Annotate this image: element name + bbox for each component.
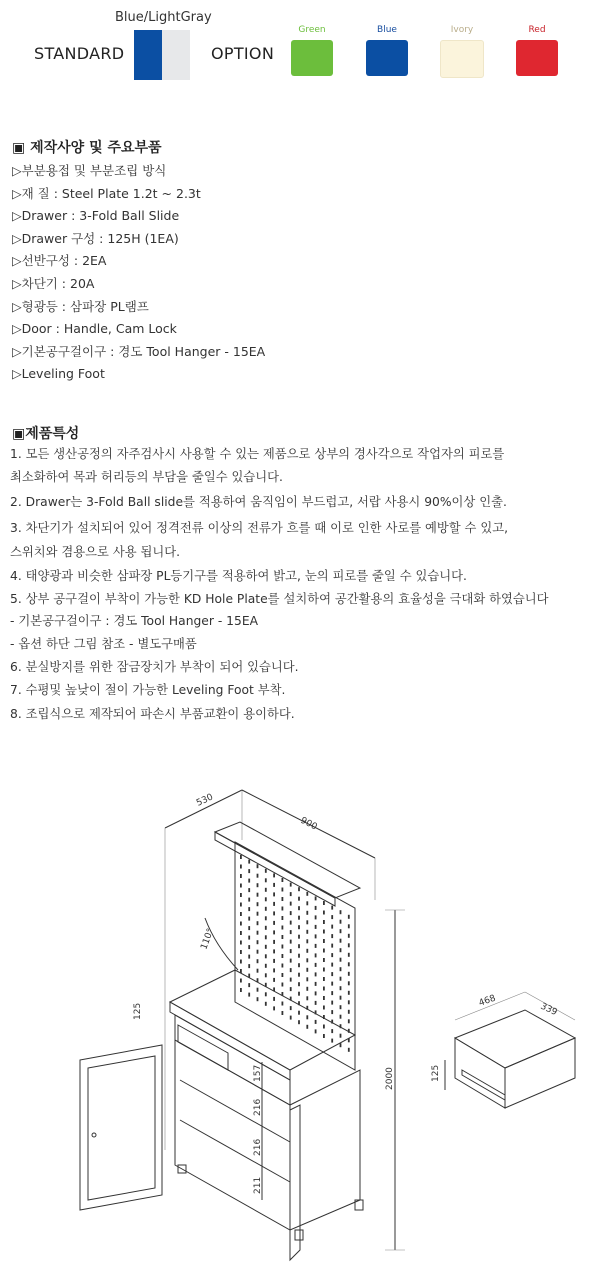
peg-hole: [340, 977, 342, 981]
standard-label: STANDARD: [34, 44, 125, 63]
peg-hole: [273, 968, 275, 972]
peg-hole: [290, 921, 292, 925]
feature-item: 스위치와 겸용으로 사용 됩니다.: [10, 545, 181, 559]
peg-hole: [282, 1011, 284, 1015]
peg-hole: [298, 944, 300, 948]
peg-hole: [340, 1034, 342, 1038]
peg-hole: [315, 972, 317, 976]
peg-hole: [331, 915, 333, 919]
peg-hole: [340, 929, 342, 933]
peg-hole: [315, 953, 317, 957]
standard-swatch-lightgray: [162, 30, 190, 80]
peg-hole: [282, 907, 284, 911]
peg-hole: [273, 911, 275, 915]
peg-hole: [306, 987, 308, 991]
peg-hole: [273, 978, 275, 982]
peg-hole: [298, 1011, 300, 1015]
option-name: Blue: [377, 25, 397, 35]
peg-hole: [340, 1024, 342, 1028]
peg-hole: [290, 949, 292, 953]
peg-hole: [273, 930, 275, 934]
peg-hole: [298, 954, 300, 958]
peg-hole: [248, 936, 250, 940]
peg-hole: [240, 941, 242, 945]
peg-hole: [323, 901, 325, 905]
peg-hole: [290, 883, 292, 887]
peg-hole: [282, 1002, 284, 1006]
peg-hole: [298, 973, 300, 977]
peg-hole: [331, 982, 333, 986]
peg-hole: [265, 945, 267, 949]
peg-hole: [265, 964, 267, 968]
peg-hole: [273, 902, 275, 906]
features-title: ▣제품특성: [12, 426, 80, 442]
peg-hole: [290, 911, 292, 915]
peg-hole: [240, 912, 242, 916]
peg-hole: [273, 883, 275, 887]
standard-swatch-blue: [134, 30, 162, 80]
peg-hole: [315, 1029, 317, 1033]
peg-hole: [315, 991, 317, 995]
peg-hole: [340, 1005, 342, 1009]
peg-hole: [240, 903, 242, 907]
peg-hole: [265, 954, 267, 958]
peg-hole: [340, 986, 342, 990]
peg-hole: [257, 959, 259, 963]
peg-hole: [298, 887, 300, 891]
peg-hole: [331, 1039, 333, 1043]
peg-hole: [248, 926, 250, 930]
peg-hole: [348, 1000, 350, 1004]
peg-hole: [290, 892, 292, 896]
option-swatch: [440, 40, 484, 78]
feature-item: 8. 조립식으로 제작되어 파손시 부품교환이 용이하다.: [10, 707, 295, 721]
peg-hole: [298, 935, 300, 939]
drawer-dim-height: 125: [431, 1064, 441, 1082]
spec-item: ▷기본공구걸이구 : 경도 Tool Hanger - 15EA: [12, 343, 266, 359]
peg-hole: [240, 855, 242, 859]
peg-hole: [273, 873, 275, 877]
peg-hole: [315, 915, 317, 919]
peg-hole: [290, 1006, 292, 1010]
feature-item: 6. 분실방지를 위한 잠금장치가 부착이 되어 있습니다.: [10, 660, 299, 674]
peg-hole: [323, 996, 325, 1000]
option-blue[interactable]: [357, 25, 417, 76]
peg-hole: [248, 964, 250, 968]
spec-item: ▷Drawer 구성 : 125H (1EA): [12, 230, 179, 246]
peg-hole: [331, 1001, 333, 1005]
peg-hole: [306, 958, 308, 962]
peg-hole: [331, 963, 333, 967]
peg-hole: [240, 960, 242, 964]
peg-hole: [331, 906, 333, 910]
spec-item: ▷재 질 : Steel Plate 1.2t ~ 2.3t: [12, 185, 201, 201]
peg-hole: [348, 1019, 350, 1023]
peg-hole: [306, 939, 308, 943]
peg-hole: [290, 997, 292, 1001]
peg-hole: [290, 987, 292, 991]
peg-hole: [323, 1025, 325, 1029]
peg-hole: [331, 944, 333, 948]
dim-shelf-4: 211: [253, 1176, 263, 1194]
peg-hole: [348, 981, 350, 985]
peg-hole: [323, 911, 325, 915]
peg-hole: [323, 987, 325, 991]
standard-color-name: Blue/LightGray: [115, 10, 212, 25]
peg-hole: [298, 916, 300, 920]
peg-hole: [248, 917, 250, 921]
peg-hole: [282, 935, 284, 939]
peg-hole: [257, 912, 259, 916]
peg-hole: [257, 902, 259, 906]
peg-hole: [273, 997, 275, 1001]
peg-hole: [273, 940, 275, 944]
peg-hole: [257, 950, 259, 954]
peg-hole: [240, 922, 242, 926]
peg-hole: [282, 954, 284, 958]
peg-hole: [323, 1015, 325, 1019]
peg-hole: [265, 897, 267, 901]
peg-hole: [282, 983, 284, 987]
option-ivory[interactable]: [432, 25, 492, 78]
option-name: Green: [298, 25, 326, 35]
peg-hole: [265, 907, 267, 911]
peg-hole: [340, 1015, 342, 1019]
peg-hole: [282, 973, 284, 977]
peg-hole: [248, 860, 250, 864]
peg-hole: [290, 930, 292, 934]
feature-item: 최소화하여 목과 허리등의 부담을 줄일수 있습니다.: [10, 470, 283, 484]
peg-hole: [323, 920, 325, 924]
dim-width: 900: [298, 815, 319, 833]
peg-hole: [340, 910, 342, 914]
peg-hole: [265, 973, 267, 977]
peg-hole: [240, 979, 242, 983]
peg-hole: [323, 958, 325, 962]
peg-hole: [282, 992, 284, 996]
dim-height: 2000: [385, 1067, 395, 1090]
peg-hole: [273, 987, 275, 991]
spec-item: ▷Leveling Foot: [12, 366, 105, 382]
peg-hole: [240, 893, 242, 897]
peg-hole: [323, 939, 325, 943]
peg-hole: [298, 897, 300, 901]
peg-hole: [257, 988, 259, 992]
spec-item: ▷Drawer : 3-Fold Ball Slide: [12, 208, 180, 224]
peg-hole: [348, 1029, 350, 1033]
peg-hole: [340, 958, 342, 962]
peg-hole: [306, 1015, 308, 1019]
peg-hole: [298, 963, 300, 967]
peg-hole: [331, 1029, 333, 1033]
standard-swatch: [134, 30, 190, 80]
peg-hole: [331, 934, 333, 938]
peg-hole: [265, 983, 267, 987]
option-swatch: [516, 40, 558, 76]
peg-hole: [315, 944, 317, 948]
option-swatch: [291, 40, 333, 76]
peg-hole: [273, 949, 275, 953]
peg-hole: [240, 874, 242, 878]
peg-hole: [298, 1020, 300, 1024]
peg-hole: [248, 907, 250, 911]
peg-hole: [248, 869, 250, 873]
peg-hole: [240, 950, 242, 954]
peg-hole: [348, 1048, 350, 1052]
peg-hole: [323, 1034, 325, 1038]
peg-hole: [348, 915, 350, 919]
dim-angle: 110°: [199, 927, 217, 952]
dim-shelf-3: 216: [253, 1138, 263, 1156]
peg-hole: [315, 1010, 317, 1014]
peg-hole: [265, 926, 267, 930]
peg-hole: [248, 993, 250, 997]
spec-item: ▷Door : Handle, Cam Lock: [12, 321, 177, 337]
peg-hole: [290, 940, 292, 944]
peg-hole: [265, 916, 267, 920]
peg-hole: [290, 1016, 292, 1020]
peg-hole: [315, 925, 317, 929]
peg-hole: [340, 948, 342, 952]
peg-hole: [248, 898, 250, 902]
peg-hole: [282, 916, 284, 920]
peg-hole: [340, 996, 342, 1000]
peg-hole: [315, 906, 317, 910]
peg-hole: [306, 968, 308, 972]
specs-title: ▣ 제작사양 및 주요부품: [12, 140, 162, 156]
peg-hole: [257, 874, 259, 878]
feature-item: 5. 상부 공구걸이 부착이 가능한 KD Hole Plate를 설치하여 공간활용의 효율성을 극대화 하였습니다: [10, 592, 549, 606]
peg-hole: [340, 939, 342, 943]
peg-hole: [273, 921, 275, 925]
dim-depth: 530: [195, 792, 215, 809]
peg-hole: [257, 940, 259, 944]
peg-hole: [248, 945, 250, 949]
spec-item: ▷차단기 : 20A: [12, 275, 95, 291]
peg-hole: [323, 949, 325, 953]
peg-hole: [315, 1020, 317, 1024]
pegboard-holes: [240, 855, 350, 1052]
peg-hole: [340, 920, 342, 924]
peg-hole: [298, 925, 300, 929]
peg-hole: [290, 968, 292, 972]
peg-hole: [248, 983, 250, 987]
peg-hole: [348, 924, 350, 928]
peg-hole: [298, 906, 300, 910]
peg-hole: [282, 878, 284, 882]
peg-hole: [331, 991, 333, 995]
peg-hole: [340, 967, 342, 971]
spec-item: ▷형광등 : 삼파장 PL램프: [12, 298, 149, 314]
feature-item: - 옵션 하단 그림 참조 - 별도구매품: [10, 637, 197, 651]
peg-hole: [265, 1002, 267, 1006]
peg-hole: [290, 978, 292, 982]
peg-hole: [331, 1020, 333, 1024]
peg-hole: [265, 935, 267, 939]
peg-hole: [290, 959, 292, 963]
peg-hole: [282, 926, 284, 930]
drawer-dim-width: 468: [477, 993, 498, 1009]
peg-hole: [315, 963, 317, 967]
feature-item: - 기본공구걸이구 : 경도 Tool Hanger - 15EA: [10, 614, 259, 628]
peg-hole: [348, 1038, 350, 1042]
peg-hole: [273, 892, 275, 896]
peg-hole: [306, 901, 308, 905]
dim-drawer: 125: [133, 1002, 143, 1020]
peg-hole: [265, 878, 267, 882]
option-green[interactable]: [282, 25, 342, 76]
peg-hole: [348, 972, 350, 976]
peg-hole: [240, 988, 242, 992]
peg-hole: [257, 921, 259, 925]
peg-hole: [331, 972, 333, 976]
peg-hole: [306, 1006, 308, 1010]
peg-hole: [306, 930, 308, 934]
peg-hole: [348, 962, 350, 966]
peg-hole: [331, 925, 333, 929]
peg-hole: [257, 893, 259, 897]
peg-hole: [331, 953, 333, 957]
peg-hole: [257, 864, 259, 868]
peg-hole: [323, 977, 325, 981]
peg-hole: [340, 1043, 342, 1047]
peg-hole: [315, 934, 317, 938]
peg-hole: [348, 991, 350, 995]
peg-hole: [257, 969, 259, 973]
option-swatch: [366, 40, 408, 76]
feature-item: 3. 차단기가 설치되어 있어 정격전류 이상의 전류가 흐를 때 이로 인한 사로를 예방할 수 있고,: [10, 521, 509, 535]
peg-hole: [257, 978, 259, 982]
peg-hole: [348, 953, 350, 957]
feature-item: 1. 모든 생산공정의 자주검사시 사용할 수 있는 제품으로 상부의 경사각으로 작업자의 피로를: [10, 447, 505, 461]
peg-hole: [306, 1025, 308, 1029]
spec-item: ▷선반구성 : 2EA: [12, 253, 107, 269]
peg-hole: [273, 1006, 275, 1010]
peg-hole: [306, 911, 308, 915]
peg-hole: [315, 896, 317, 900]
peg-hole: [348, 1010, 350, 1014]
feature-item: 2. Drawer는 3-Fold Ball slide를 적용하여 움직임이 부드럽고, 서랍 사용시 90%이상 인출.: [10, 495, 507, 509]
peg-hole: [298, 992, 300, 996]
peg-hole: [306, 977, 308, 981]
peg-hole: [265, 992, 267, 996]
peg-hole: [323, 968, 325, 972]
peg-hole: [306, 996, 308, 1000]
peg-hole: [257, 931, 259, 935]
peg-hole: [282, 897, 284, 901]
peg-hole: [257, 997, 259, 1001]
option-red[interactable]: [507, 25, 567, 76]
peg-hole: [331, 1010, 333, 1014]
peg-hole: [323, 1006, 325, 1010]
peg-hole: [348, 934, 350, 938]
peg-hole: [265, 869, 267, 873]
peg-hole: [315, 1001, 317, 1005]
peg-hole: [298, 982, 300, 986]
drawer-dim-depth: 339: [538, 1001, 559, 1018]
peg-hole: [348, 943, 350, 947]
peg-hole: [298, 1001, 300, 1005]
peg-hole: [248, 888, 250, 892]
peg-hole: [257, 883, 259, 887]
option-label: OPTION: [211, 44, 275, 63]
peg-hole: [282, 945, 284, 949]
peg-hole: [282, 964, 284, 968]
peg-hole: [265, 888, 267, 892]
peg-hole: [306, 949, 308, 953]
peg-hole: [240, 884, 242, 888]
peg-hole: [306, 892, 308, 896]
feature-item: 4. 태양광과 비슷한 삼파장 PL등기구를 적용하여 밝고, 눈의 피로를 줄일 수 있습니다.: [10, 569, 467, 583]
peg-hole: [306, 920, 308, 924]
option-name: Ivory: [450, 25, 474, 35]
peg-hole: [282, 888, 284, 892]
peg-hole: [240, 865, 242, 869]
peg-hole: [315, 982, 317, 986]
workstation-drawing: [0, 770, 600, 1280]
peg-hole: [248, 955, 250, 959]
option-name: Red: [528, 25, 546, 35]
specs-list: [12, 160, 265, 386]
peg-hole: [240, 931, 242, 935]
spec-item: ▷부분용접 및 부분조립 방식: [12, 163, 167, 178]
dim-shelf-1: 157: [253, 1064, 263, 1082]
feature-item: 7. 수평및 높낮이 절이 가능한 Leveling Foot 부착.: [10, 683, 286, 697]
peg-hole: [248, 879, 250, 883]
dim-shelf-2: 216: [253, 1098, 263, 1116]
peg-hole: [248, 974, 250, 978]
peg-hole: [240, 969, 242, 973]
peg-hole: [323, 930, 325, 934]
peg-hole: [290, 902, 292, 906]
peg-hole: [273, 959, 275, 963]
